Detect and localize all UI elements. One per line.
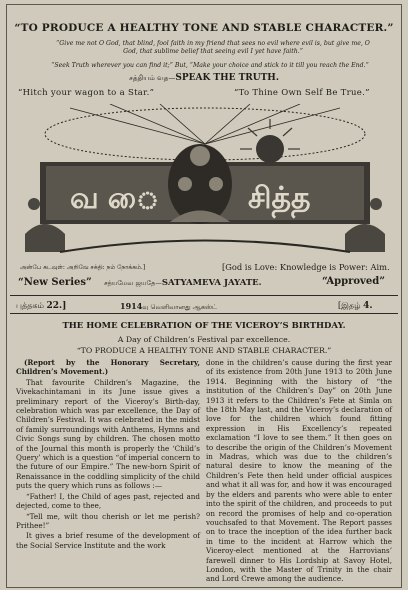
motto-hitch-wagon: “Hitch your wagon to a Star.” <box>18 88 155 98</box>
motto-thine-own-self: “To Thine Own Self Be True.” <box>234 88 370 98</box>
paragraph: “Father! I, the Child of ages past, rejected and dejected, come to thee, <box>16 491 200 511</box>
speak-english: SPEAK THE TRUTH. <box>175 73 279 83</box>
quote-faith: “Give me not O God, that blind, fool faith in my friend that sees no evil where evil is, but give me, O God, that sublime belief that seeing evil I yet have faith.” <box>56 40 370 55</box>
masthead-banner-illustration <box>20 104 390 254</box>
article-headline: THE HOME CELEBRATION OF THE VICEROY’S BIRTHDAY. <box>62 321 346 331</box>
issue-value: 4. <box>363 301 373 311</box>
volume-number <box>16 301 66 311</box>
new-series-label: “New Series” <box>18 277 92 288</box>
volume-value: 22.] <box>46 301 67 311</box>
article-motto: “TO PRODUCE A HEALTHY TONE AND STABLE CHARACTER.” <box>76 346 332 355</box>
speak-the-truth <box>0 73 408 83</box>
issue-tamil: [இதழ் <box>338 301 361 310</box>
divider-top <box>10 295 398 296</box>
speak-tamil: சத்தியம் வத— <box>129 74 176 82</box>
god-is-love-motto: [God is Love: Knowledge is Power: Aim. <box>222 262 390 272</box>
satya-tamil: சத்யமேவ ஜயதே— <box>104 279 162 287</box>
paragraph: It gives a brief resume of the development of the Social Service Institute and the work <box>16 531 200 550</box>
paragraph: done in the children’s cause during the first year of its existence from 20th June 1913 to 20th June 1914. Beginning with the history of “the institution of the Children’s Day” on 20th June 1913 it refers to the Children’s Fete at Simla on the 18th May last, and the Viceroy’s declaration of love for the children which found fitting expression in His Excellency’s repeated exclamation “I love to see them.” It then goes on to describe the origin of the Children’s Movement in Madras, which was due to the children’s natural desire to know the meaning of the Children’s Fete then held under official auspices and what it all was for, and how it was encouraged by the elders and parents who were able to enter into the spirit of the children, and proceeds to put on record the promises of help and co-operation vouchsafed to that Movement. The Report passes on to trace the inception of the idea further back in time to the incident at Harrow which the Viceroy-elect mentioned at the Harrovians’ farewell dinner to His Lordship at Savoy Hotel, London, with the Master of Trinity in the chair and Lord Crewe among the audience. <box>206 358 392 584</box>
article-column-left <box>16 358 200 550</box>
svg-text:வ ை: வ ை <box>70 181 159 216</box>
issue-year: 1914 <box>120 301 143 311</box>
divider-bottom <box>10 313 398 314</box>
quote-seek-truth: “Seek Truth wherever you can find it;” But, “Make your choice and stick to it till you reach the End.” <box>51 62 369 69</box>
paragraph: “Tell me, wilt thou cherish or let me perish? Prithee!” <box>16 511 200 530</box>
svg-text:சித்த: சித்த <box>248 181 311 216</box>
issue-number <box>338 301 373 311</box>
tamil-motto: அன்பே கடவுள்: அறிவே சக்தி: நம் நோக்கம்.] <box>20 264 146 271</box>
report-byline: (Report by the Honorary Secretary, Children’s Movement.) <box>16 358 200 377</box>
satya-english: SATYAMEVA JAYATE. <box>161 278 262 288</box>
satyameva-jayate <box>104 278 262 288</box>
issue-date-tamil: வு வெளிவானது ஆகஸ்ட் <box>142 303 218 311</box>
volume-tamil: புத்தகம் <box>16 301 44 310</box>
paragraph: That favourite Children’s Magazine, the Vivekachintamani in its June issue gives a preliminary report of the Viceroy’s Birth-day, celebration which was par excellence, the Day of Children’s Festival. It was celebrated in the midst of family surroundings with Anthems, Hymns and Civic Songs sung by children. The chosen motto of the Journal this month is properly the ‘Child’s Query’ which is a question “of imperial concern to the future of our Empire.” The new-born Spirit of Renaissance in the coddling simplicity of the child puts the query which runs as follows :— <box>16 377 200 491</box>
article-subheading: A Day of Children’s Festival par excellence. <box>117 335 291 344</box>
issue-date <box>120 301 217 312</box>
article-column-right <box>206 358 392 584</box>
approved-label: “Approved” <box>322 276 385 287</box>
motto-title: “TO PRODUCE A HEALTHY TONE AND STABLE CHARACTER.” <box>14 22 394 34</box>
